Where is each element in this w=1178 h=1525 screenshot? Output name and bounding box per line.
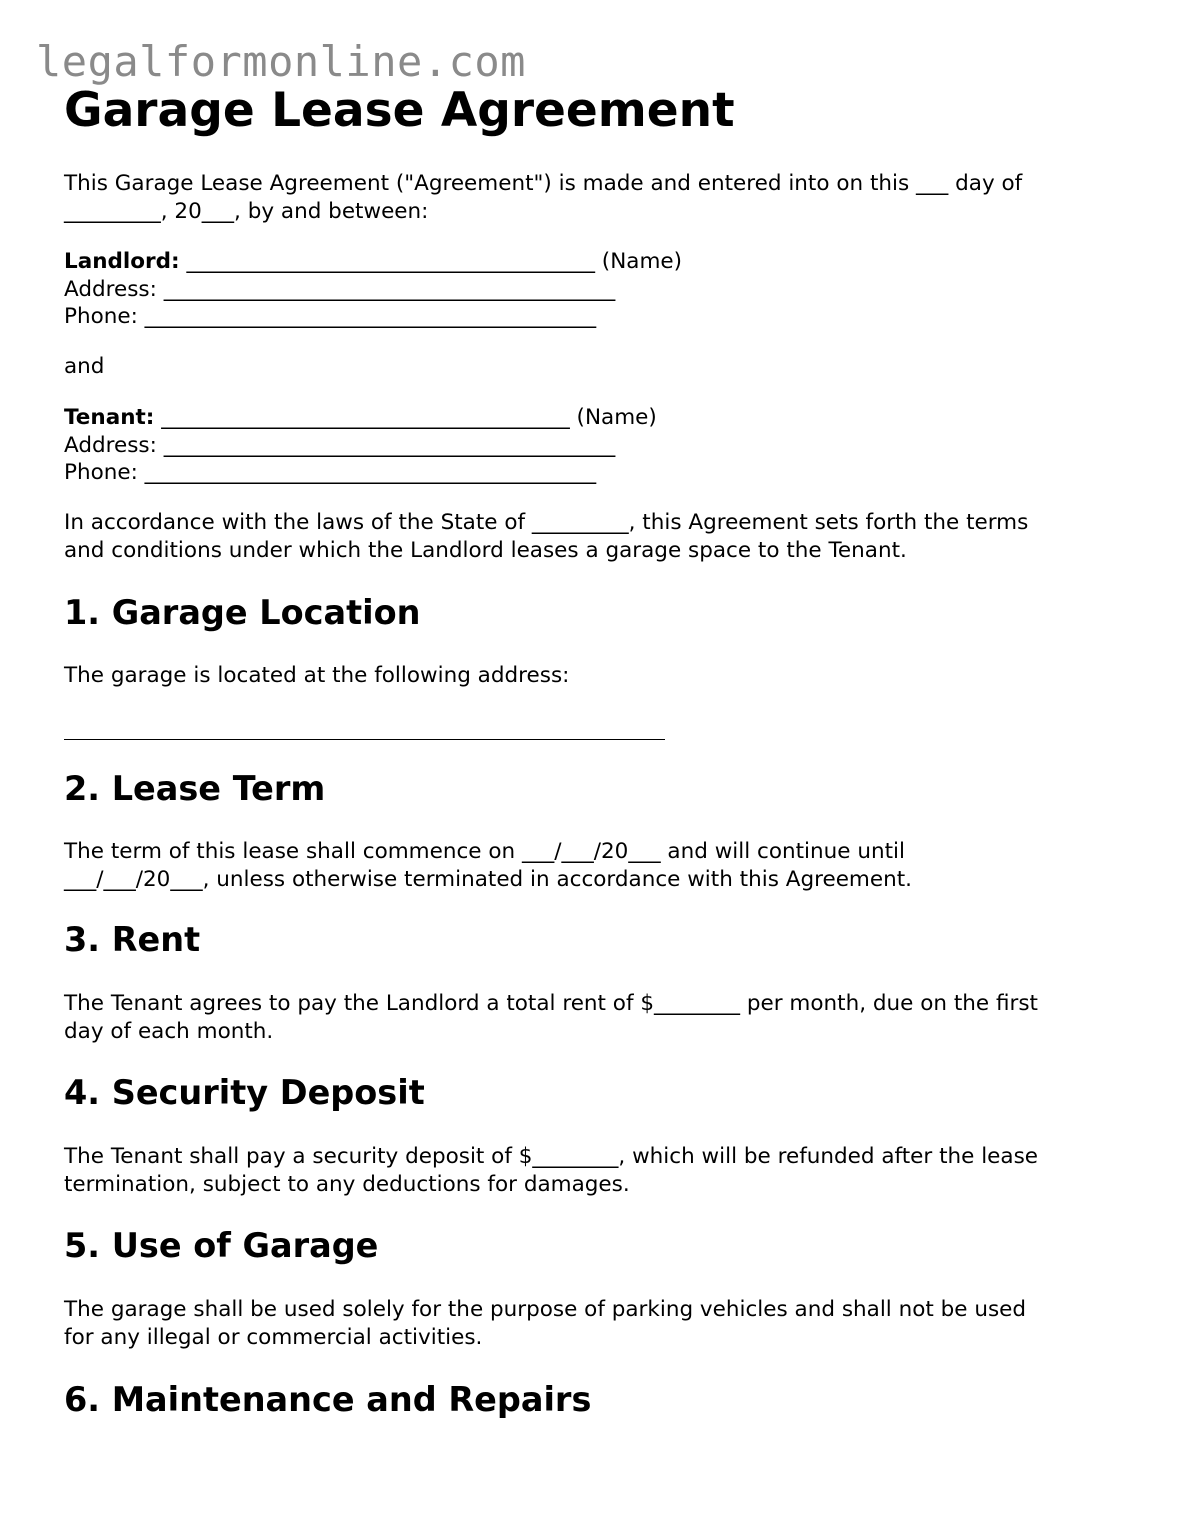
landlord-name-field[interactable]: ______________________________________ (Name) bbox=[179, 249, 683, 274]
landlord-address-field[interactable]: Address: __________________________________________ bbox=[64, 276, 616, 302]
intro-paragraph bbox=[64, 170, 1124, 225]
tenant-label: Tenant: bbox=[64, 405, 155, 430]
tenant-name-field[interactable]: ______________________________________ (Name) bbox=[154, 405, 657, 430]
section-2-text bbox=[64, 838, 1124, 893]
section-5-heading: 5. Use of Garage bbox=[64, 1226, 379, 1265]
section-3-heading: 3. Rent bbox=[64, 920, 201, 959]
section-1-heading: 1. Garage Location bbox=[64, 593, 421, 632]
section-5-line-1: The garage shall be used solely for the purpose of parking vehicles and shall not be used bbox=[64, 1297, 1027, 1322]
accordance-line-1: In accordance with the laws of the State of _________, this Agreement sets forth the terms bbox=[64, 510, 1029, 535]
landlord-name-line bbox=[64, 248, 1124, 276]
document-title: Garage Lease Agreement bbox=[64, 83, 735, 138]
section-5-text bbox=[64, 1296, 1124, 1351]
section-4-line-2: termination, subject to any deductions for damages. bbox=[64, 1171, 630, 1197]
section-4-text bbox=[64, 1143, 1124, 1198]
section-2-line-1: The term of this lease shall commence on ___/___/20___ and will continue until bbox=[64, 839, 905, 864]
accordance-line-2: and conditions under which the Landlord leases a garage space to the Tenant. bbox=[64, 537, 907, 563]
tenant-address-field[interactable]: Address: __________________________________________ bbox=[64, 432, 616, 458]
section-4-line-1: The Tenant shall pay a security deposit of $________, which will be refunded after the lease bbox=[64, 1144, 1038, 1169]
landlord-phone-field[interactable]: Phone: __________________________________________ bbox=[64, 304, 597, 329]
intro-line-2: _________, 20___, by and between: bbox=[64, 198, 429, 224]
tenant-name-line bbox=[64, 404, 1124, 432]
section-2-line-2: ___/___/20___, unless otherwise terminated in accordance with this Agreement. bbox=[64, 866, 912, 892]
section-2-heading: 2. Lease Term bbox=[64, 769, 326, 808]
section-5-line-2: for any illegal or commercial activities. bbox=[64, 1324, 483, 1350]
section-3-line-2: day of each month. bbox=[64, 1018, 274, 1044]
section-1-text: The garage is located at the following address: bbox=[64, 663, 570, 688]
tenant-phone-field[interactable]: Phone: __________________________________________ bbox=[64, 460, 597, 485]
section-6-heading: 6. Maintenance and Repairs bbox=[64, 1380, 592, 1419]
section-3-text bbox=[64, 990, 1124, 1045]
section-3-line-1: The Tenant agrees to pay the Landlord a total rent of $________ per month, due on the first bbox=[64, 991, 1038, 1016]
tenant-block bbox=[64, 404, 1124, 487]
landlord-label: Landlord: bbox=[64, 249, 180, 274]
accordance-paragraph bbox=[64, 509, 1124, 564]
section-4-heading: 4. Security Deposit bbox=[64, 1073, 425, 1112]
landlord-block bbox=[64, 248, 1124, 331]
intro-line-1: This Garage Lease Agreement ("Agreement") is made and entered into on this ___ day of bbox=[64, 171, 1023, 196]
garage-address-field[interactable] bbox=[64, 739, 665, 740]
watermark: legalformonline.com bbox=[36, 37, 526, 86]
and-text: and bbox=[64, 354, 105, 379]
